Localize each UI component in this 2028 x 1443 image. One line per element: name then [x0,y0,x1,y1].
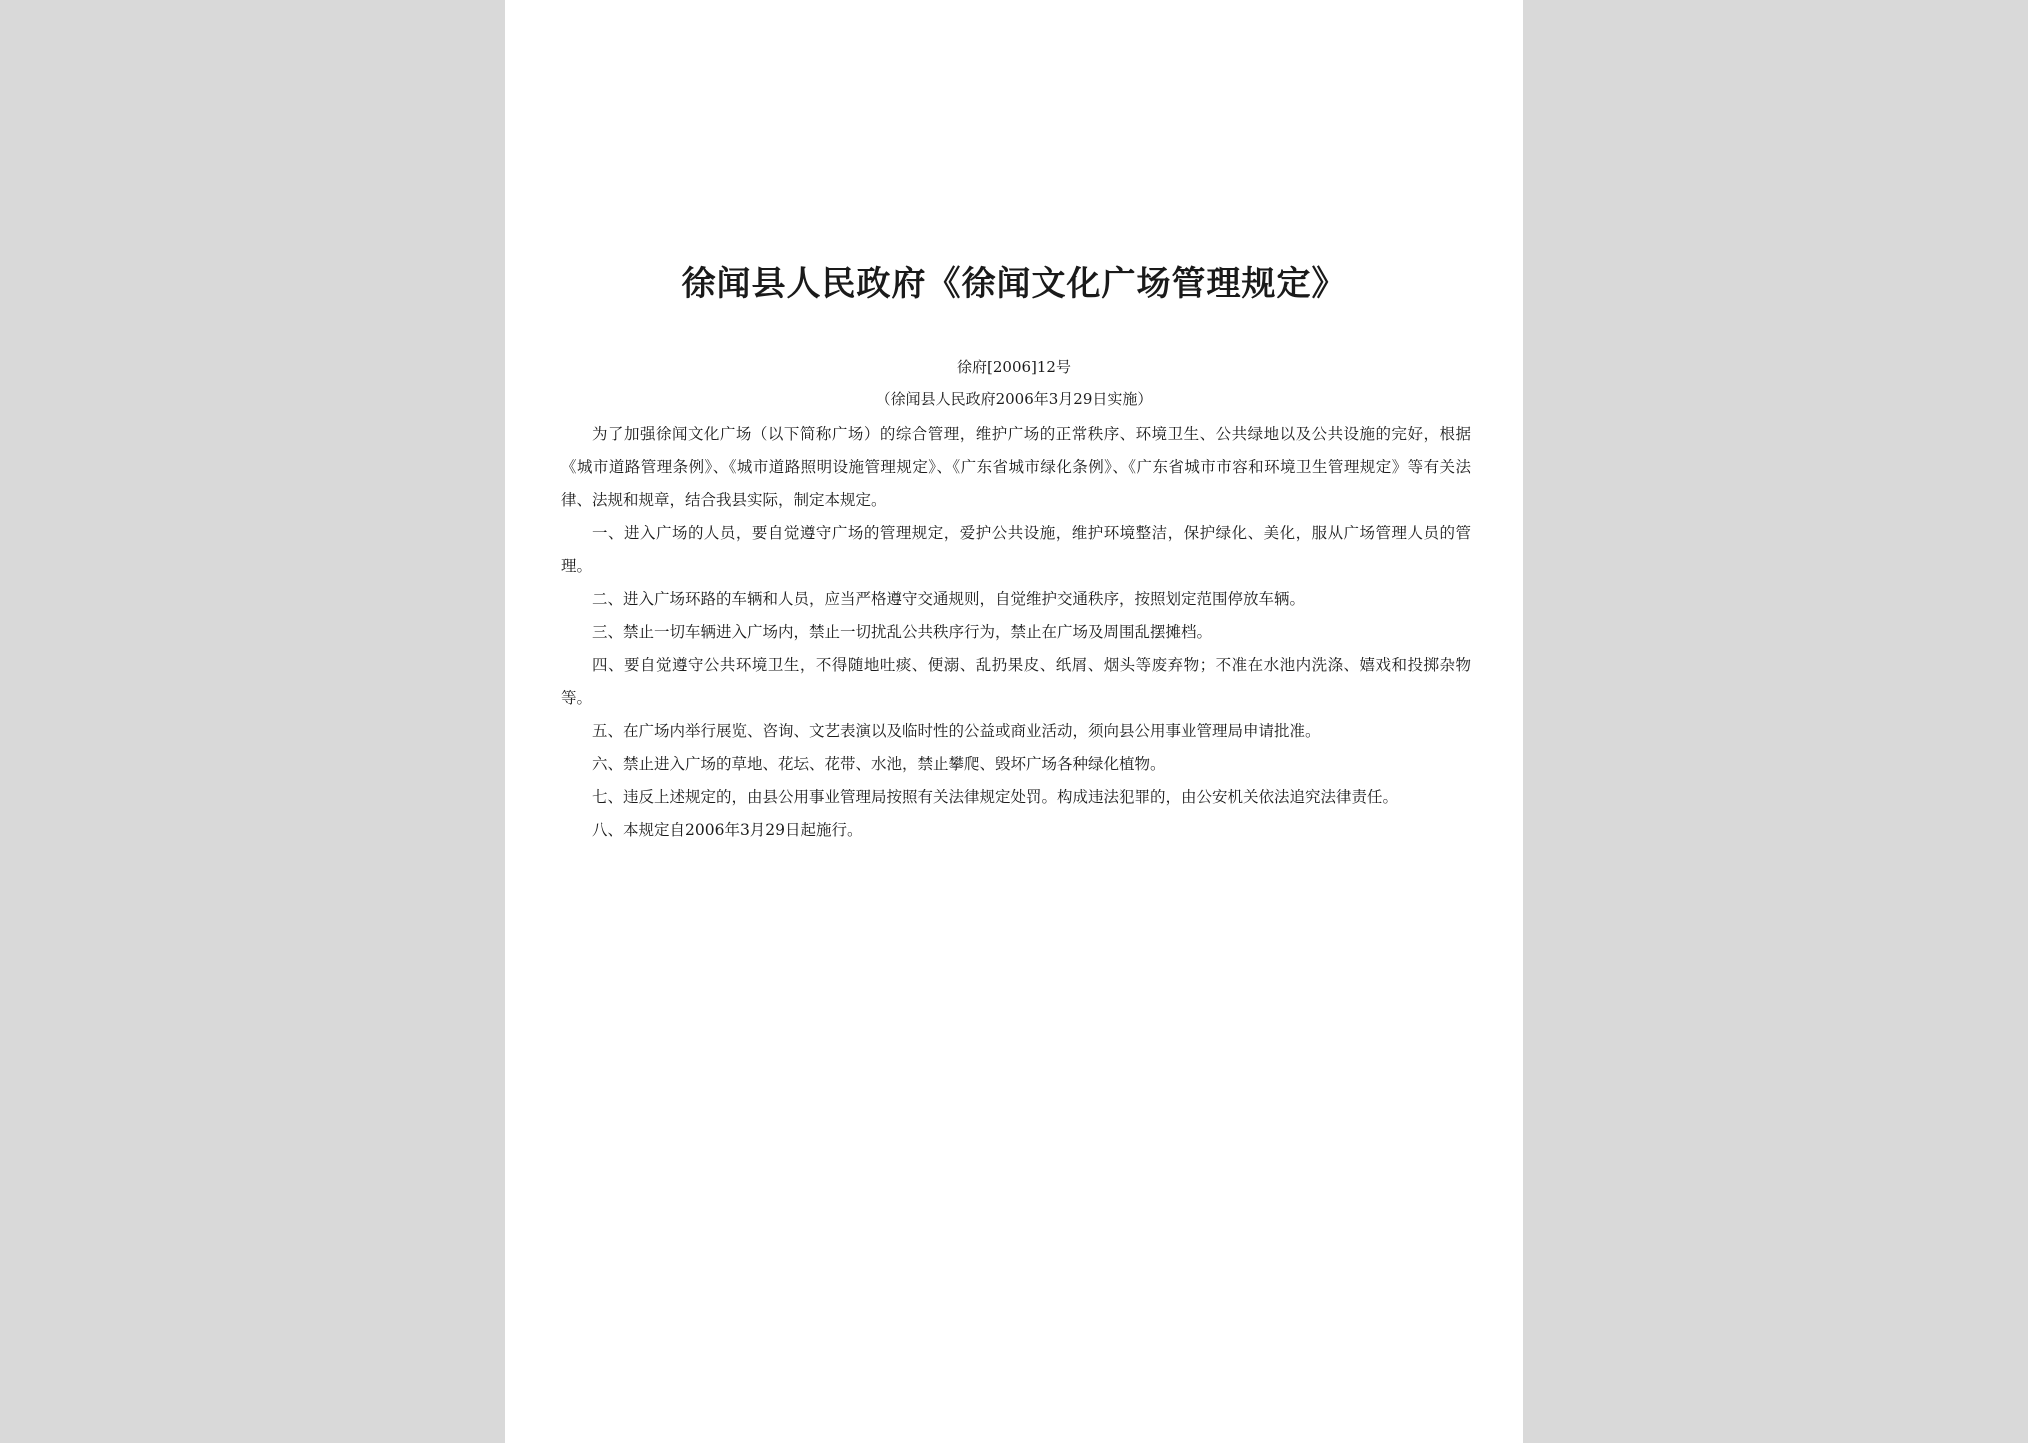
effective-date-note: （徐闻县人民政府2006年3月29日实施） [875,390,1153,408]
paragraph-article-3: 三、禁止一切车辆进入广场内，禁止一切扰乱公共秩序行为，禁止在广场及周围乱摆摊档。 [592,623,1213,641]
paragraph-preamble: 为了加强徐闻文化广场（以下简称广场）的综合管理，维护广场的正常秩序、环境卫生、公共绿地以及公共设施的完好，根据《城市道路管理条例》、《城市道路照明设施管理规定》、《广东省城市绿化条例》、《广东省城市市容和环境卫生管理规定》等有关法律、法规和规章，结合我县实际，制定本规定。 [561,425,1471,509]
document-number: 徐府[2006]12号 [957,358,1071,376]
paragraph-article-4: 四、要自觉遵守公共环境卫生，不得随地吐痰、便溺、乱扔果皮、纸屑、烟头等废弃物；不准在水池内洗涤、嬉戏和投掷杂物等。 [561,656,1471,707]
paragraph-article-2: 二、进入广场环路的车辆和人员，应当严格遵守交通规则，自觉维护交通秩序，按照划定范围停放车辆。 [592,590,1306,608]
paragraph-article-5: 五、在广场内举行展览、咨询、文艺表演以及临时性的公益或商业活动，须向县公用事业管理局申请批准。 [592,722,1321,740]
document-page [505,0,1523,1443]
document-title: 徐闻县人民政府《徐闻文化广场管理规定》 [681,264,1347,304]
paragraph-article-8: 八、本规定自2006年3月29日起施行。 [592,821,863,839]
paragraph-article-1: 一、进入广场的人员，要自觉遵守广场的管理规定，爱护公共设施，维护环境整洁，保护绿化、美化，服从广场管理人员的管理。 [561,524,1471,575]
paragraph-article-6: 六、禁止进入广场的草地、花坛、花带、水池，禁止攀爬、毁坏广场各种绿化植物。 [592,755,1166,773]
paragraph-article-7: 七、违反上述规定的，由县公用事业管理局按照有关法律规定处罚。构成违法犯罪的，由公安机关依法追究法律责任。 [592,788,1399,806]
document-body [561,418,1471,847]
